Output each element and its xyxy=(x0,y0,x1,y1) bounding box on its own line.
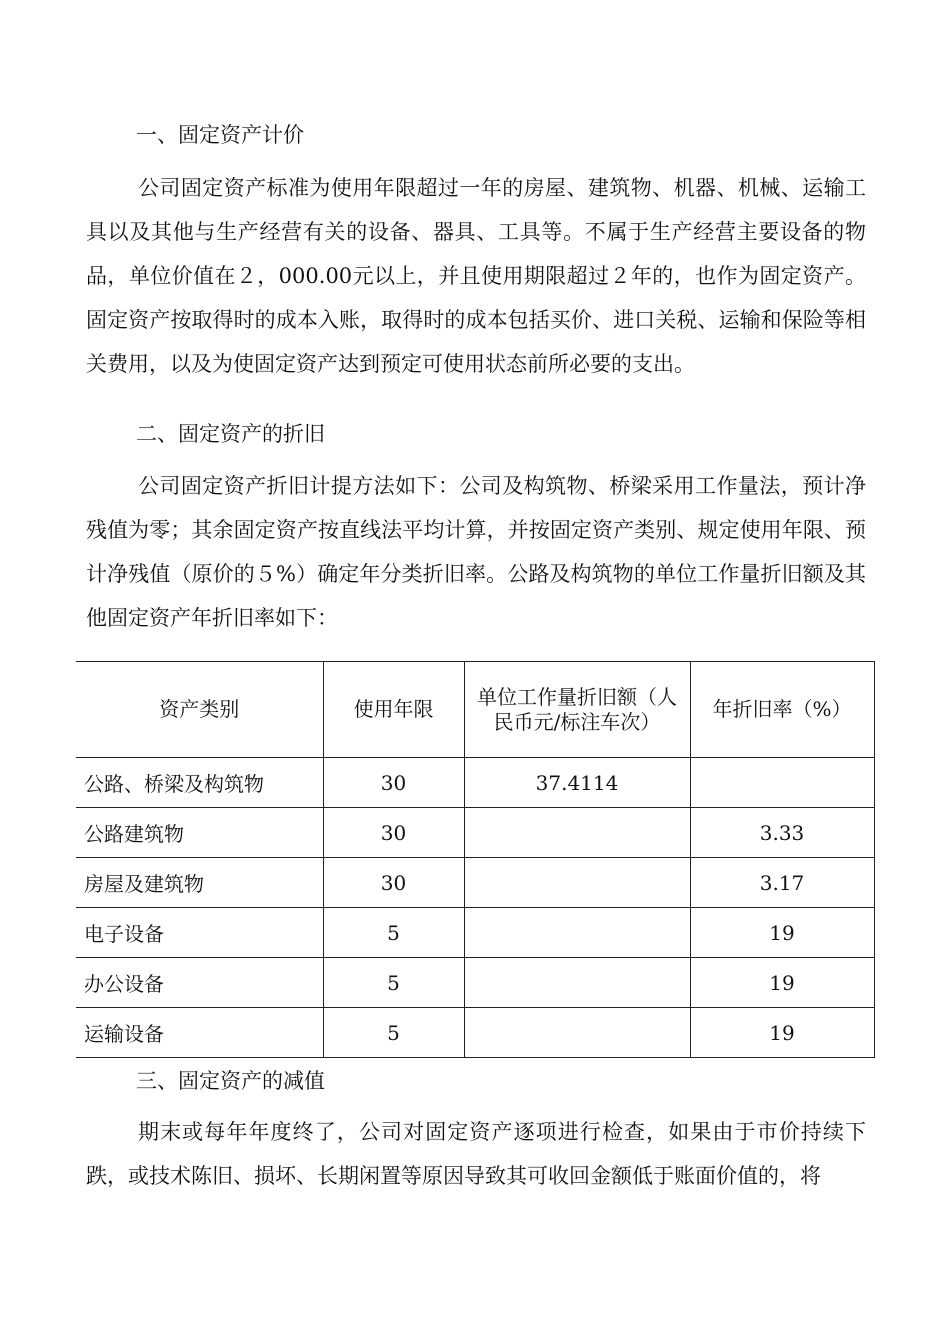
table-row xyxy=(76,1008,874,1058)
table-cell-rate: 3.33 xyxy=(690,808,874,858)
table-cell-years: 5 xyxy=(323,908,464,958)
section-heading-1: 一、固定资产计价 xyxy=(136,123,304,147)
section-paragraph-1: 公司固定资产标准为使用年限超过一年的房屋、建筑物、机器、机械、运输工具以及其他与生产经营有关的设备、器具、工具等。不属于生产经营主要设备的物品，单位价值在２，000.00元以上，并且使用期限超过２年的，也作为固定资产。固定资产按取得时的成本入账，取得时的成本包括买价、进口关税、运输和保险等相关费用，以及为使固定资产达到预定可使用状态前所必要的支出。 xyxy=(86,176,866,376)
table-row xyxy=(76,958,874,1008)
table-header-cell: 资产类别 xyxy=(76,662,323,758)
table-cell-unit-dep xyxy=(464,1008,690,1058)
table-header-row xyxy=(76,662,874,758)
section-paragraph-2: 公司固定资产折旧计提方法如下：公司及构筑物、桥梁采用工作量法，预计净残值为零；其余固定资产按直线法平均计算，并按固定资产类别、规定使用年限、预计净残值（原价的５%）确定年分类折旧率。公路及构筑物的单位工作量折旧额及其他固定资产年折旧率如下： xyxy=(86,474,866,630)
table-cell-category: 办公设备 xyxy=(76,958,323,1008)
table-cell-unit-dep xyxy=(464,958,690,1008)
table-row xyxy=(76,808,874,858)
table-cell-unit-dep xyxy=(464,908,690,958)
table-header-cell: 年折旧率（%） xyxy=(690,662,874,758)
table-row xyxy=(76,908,874,958)
table-cell-category: 房屋及建筑物 xyxy=(76,858,323,908)
table-cell-unit-dep xyxy=(464,808,690,858)
table-row xyxy=(76,858,874,908)
table-cell-rate: 3.17 xyxy=(690,858,874,908)
table-cell-unit-dep: 37.4114 xyxy=(464,758,690,808)
table-cell-category: 公路建筑物 xyxy=(76,808,323,858)
table-header-cell: 使用年限 xyxy=(323,662,464,758)
table-cell-rate: 19 xyxy=(690,958,874,1008)
table-cell-rate: 19 xyxy=(690,1008,874,1058)
section-heading-2: 二、固定资产的折旧 xyxy=(136,422,325,446)
table-cell-category: 电子设备 xyxy=(76,908,323,958)
table-cell-years: 5 xyxy=(323,1008,464,1058)
table-cell-years: 30 xyxy=(323,758,464,808)
table-cell-years: 30 xyxy=(323,808,464,858)
table-header-cell: 单位工作量折旧额（人民币元/标注车次） xyxy=(464,662,690,758)
table-row xyxy=(76,758,874,808)
table-cell-category: 运输设备 xyxy=(76,1008,323,1058)
table-cell-rate xyxy=(690,758,874,808)
section-heading-3: 三、固定资产的减值 xyxy=(136,1069,325,1093)
table-cell-rate: 19 xyxy=(690,908,874,958)
table-cell-unit-dep xyxy=(464,858,690,908)
depreciation-table xyxy=(76,661,875,1058)
table-cell-years: 30 xyxy=(323,858,464,908)
table-cell-years: 5 xyxy=(323,958,464,1008)
table-cell-category: 公路、桥梁及构筑物 xyxy=(76,758,323,808)
section-paragraph-3: 期末或每年年度终了，公司对固定资产逐项进行检查，如果由于市价持续下跌，或技术陈旧、损坏、长期闲置等原因导致其可收回金额低于账面价值的，将 xyxy=(86,1120,866,1188)
